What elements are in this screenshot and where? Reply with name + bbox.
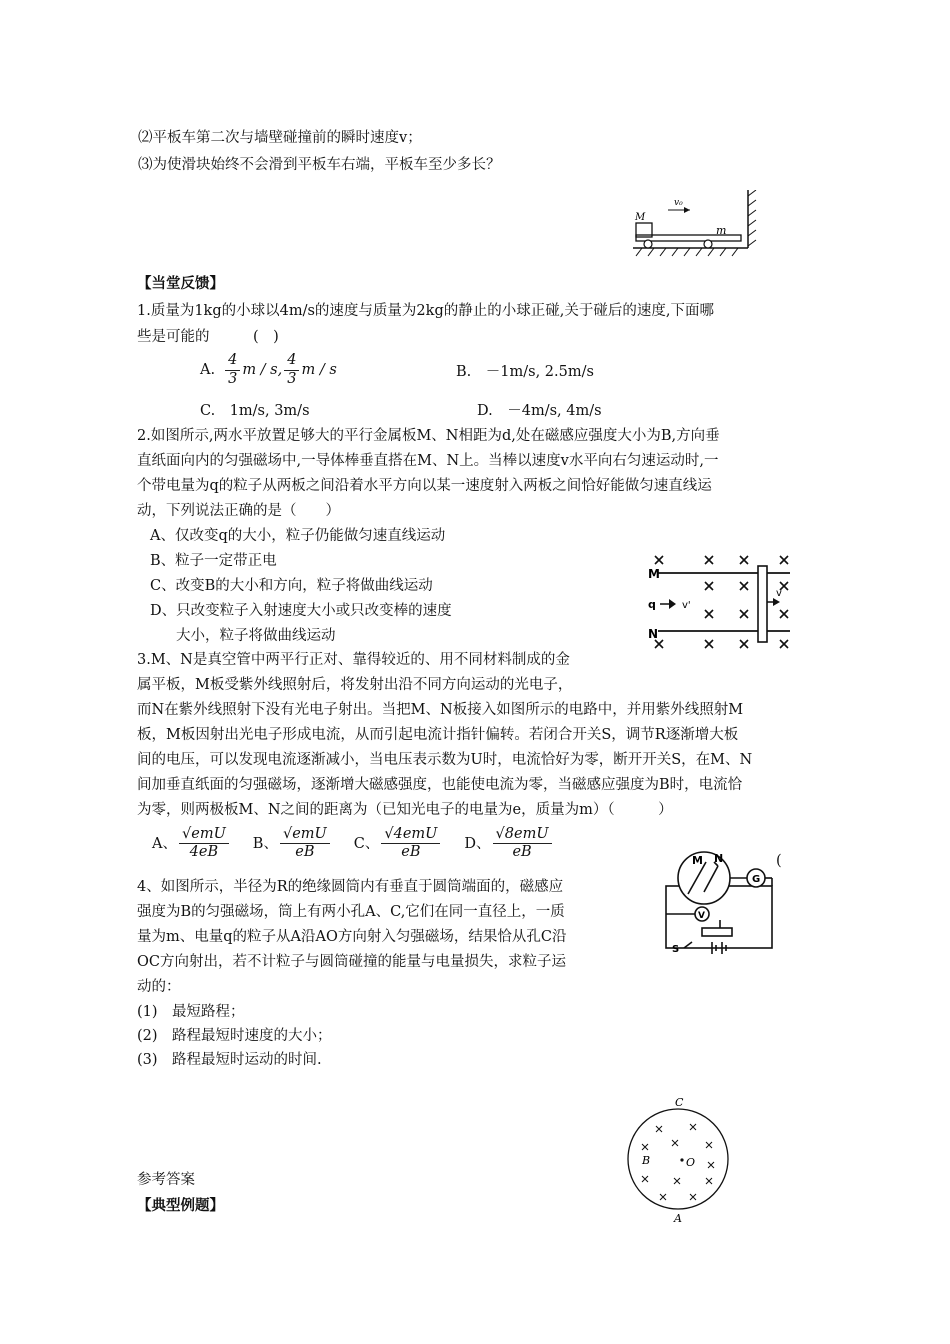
section-title-feedback: 【当堂反馈】 — [137, 276, 224, 292]
p1-line1: 1.质量为1kg的小球以4m/s的速度与质量为2kg的静止的小球正碰,关于碰后的速度,下面哪 — [137, 303, 714, 319]
fig4-label-B: B — [642, 1154, 651, 1167]
fig4-label-A: A — [674, 1212, 682, 1225]
p2-option-b: B、粒子一定带正电 — [150, 553, 277, 569]
question-part-2: ⑵平板车第二次与墙壁碰撞前的瞬时速度v； — [138, 130, 422, 146]
section-title-examples: 【典型例题】 — [137, 1198, 224, 1214]
p4-line5: 动的： — [137, 979, 181, 995]
p3-line1: 3.M、N是真空管中两平行正对、靠得较近的、用不同材料制成的金 — [137, 652, 570, 668]
fig3-label-S: S — [672, 944, 680, 955]
p4-line4: OC方向射出，若不计粒子与圆筒碰撞的能量与电量损失，求粒子运 — [137, 954, 566, 970]
p3-line2: 属平板，M板受紫外线照射后，将发射出沿不同方向运动的光电子， — [137, 677, 573, 693]
p1-line2: 些是可能的 ( ) — [137, 329, 279, 345]
answer-title: 参考答案 — [137, 1172, 195, 1188]
p1-option-d: D. －4m/s, 4m/s — [477, 403, 602, 419]
p2-option-c: C、改变B的大小和方向，粒子将做曲线运动 — [150, 578, 433, 594]
p1-option-b: B. －1m/s, 2.5m/s — [456, 364, 594, 380]
p4-line1: 4、如图所示，半径为R的绝缘圆筒内有垂直于圆筒端面的，磁感应 — [137, 879, 564, 895]
p3-options: A、 $\frac{\text{√emU}}{4eB}$ B、 $\frac{\text{√emU}}{eB}$ C、 $\frac{\text{√4emU}}{eB}$ D、 $\frac{\text{√8emU}}{eB}$ — [152, 826, 554, 861]
cart-label-v0: v₀ — [674, 198, 683, 208]
p3-line6: 间加垂直纸面的匀强磁场，逐渐增大磁感强度，也能使电流为零，当磁感应强度为B时，电流恰 — [137, 777, 743, 793]
p4-sub2: (2) 路程最短时速度的大小； — [137, 1028, 332, 1044]
fig2-label-q: q — [648, 598, 656, 611]
fig4-label-O: O — [686, 1156, 696, 1169]
p3-line7: 为零，则两极板M、N之间的距离为（已知光电子的电量为e，质量为m）（ ） — [137, 802, 673, 818]
phototube-circuit-figure — [658, 848, 776, 964]
p2-line4: 动，下列说法正确的是（ ） — [137, 503, 340, 519]
p4-sub1: (1) 最短路程； — [137, 1004, 245, 1020]
p1-option-c: C. 1m/s, 3m/s — [200, 403, 310, 419]
question-part-3: ⑶为使滑块始终不会滑到平板车右端，平板车至少多长？ — [138, 157, 501, 173]
p4-line3: 量为m、电量q的粒子从A沿AO方向射入匀强磁场，结果恰从孔C沿 — [137, 929, 567, 945]
p2-line2: 直纸面向内的匀强磁场中,一导体棒垂直搭在M、N上。当棒以速度v水平向右匀速运动时,一 — [137, 453, 719, 469]
p3-line4: 板，M板因射出光电子形成电流，从而引起电流计指针偏转。若闭合开关S，调节R逐渐增大板 — [137, 727, 739, 743]
p2-option-d-line2: 大小，粒子将做曲线运动 — [176, 628, 336, 644]
p3-line3: 而N在紫外线照射下没有光电子射出。当把M、N板接入如图所示的电路中，并用紫外线照射M — [137, 702, 744, 718]
cart-label-m: m — [716, 224, 727, 237]
fig2-label-v: v — [776, 588, 782, 599]
cart-label-M: M — [635, 212, 646, 223]
p4-line2: 强度为B的匀强磁场，筒上有两小孔A、C,它们在同一直径上，一质 — [137, 904, 565, 920]
p2-option-d-line1: D、只改变粒子入射速度大小或只改变棒的速度 — [150, 603, 452, 619]
fig2-label-vprime: v' — [682, 600, 691, 611]
p4-sub3: (3) 路程最短时运动的时间. — [137, 1052, 322, 1068]
fig3-label-V: V — [698, 911, 705, 921]
p1-option-a: A. $\frac{4}{3}$ m / s, $\frac{4}{3}$ m / s — [200, 352, 337, 387]
cylinder-field-figure — [622, 1094, 734, 1226]
p2-option-a: A、仅改变q的大小，粒子仍能做匀速直线运动 — [150, 528, 446, 544]
p2-line1: 2.如图所示,两水平放置足够大的平行金属板M、N相距为d,处在磁感应强度大小为B,方向垂 — [137, 428, 720, 444]
fig3-label-N: N — [714, 852, 724, 865]
fig4-label-C: C — [675, 1096, 684, 1109]
fig3-label-G: G — [752, 874, 761, 885]
fig3-label-M: M — [692, 854, 703, 867]
p3-line5: 间的电压，可以发现电流逐渐减小，当电压表示数为U时，电流恰好为零，断开开关S，在M、N — [137, 752, 753, 768]
p3-paren: ( — [776, 853, 782, 869]
p2-line3: 个带电量为q的粒子从两板之间沿着水平方向以某一速度射入两板之间恰好能做匀速直线运 — [137, 478, 712, 494]
cart-wall-figure — [628, 190, 758, 262]
plates-field-figure — [640, 548, 810, 660]
fig2-label-M: M — [648, 567, 660, 581]
fig2-label-N: N — [648, 627, 659, 641]
